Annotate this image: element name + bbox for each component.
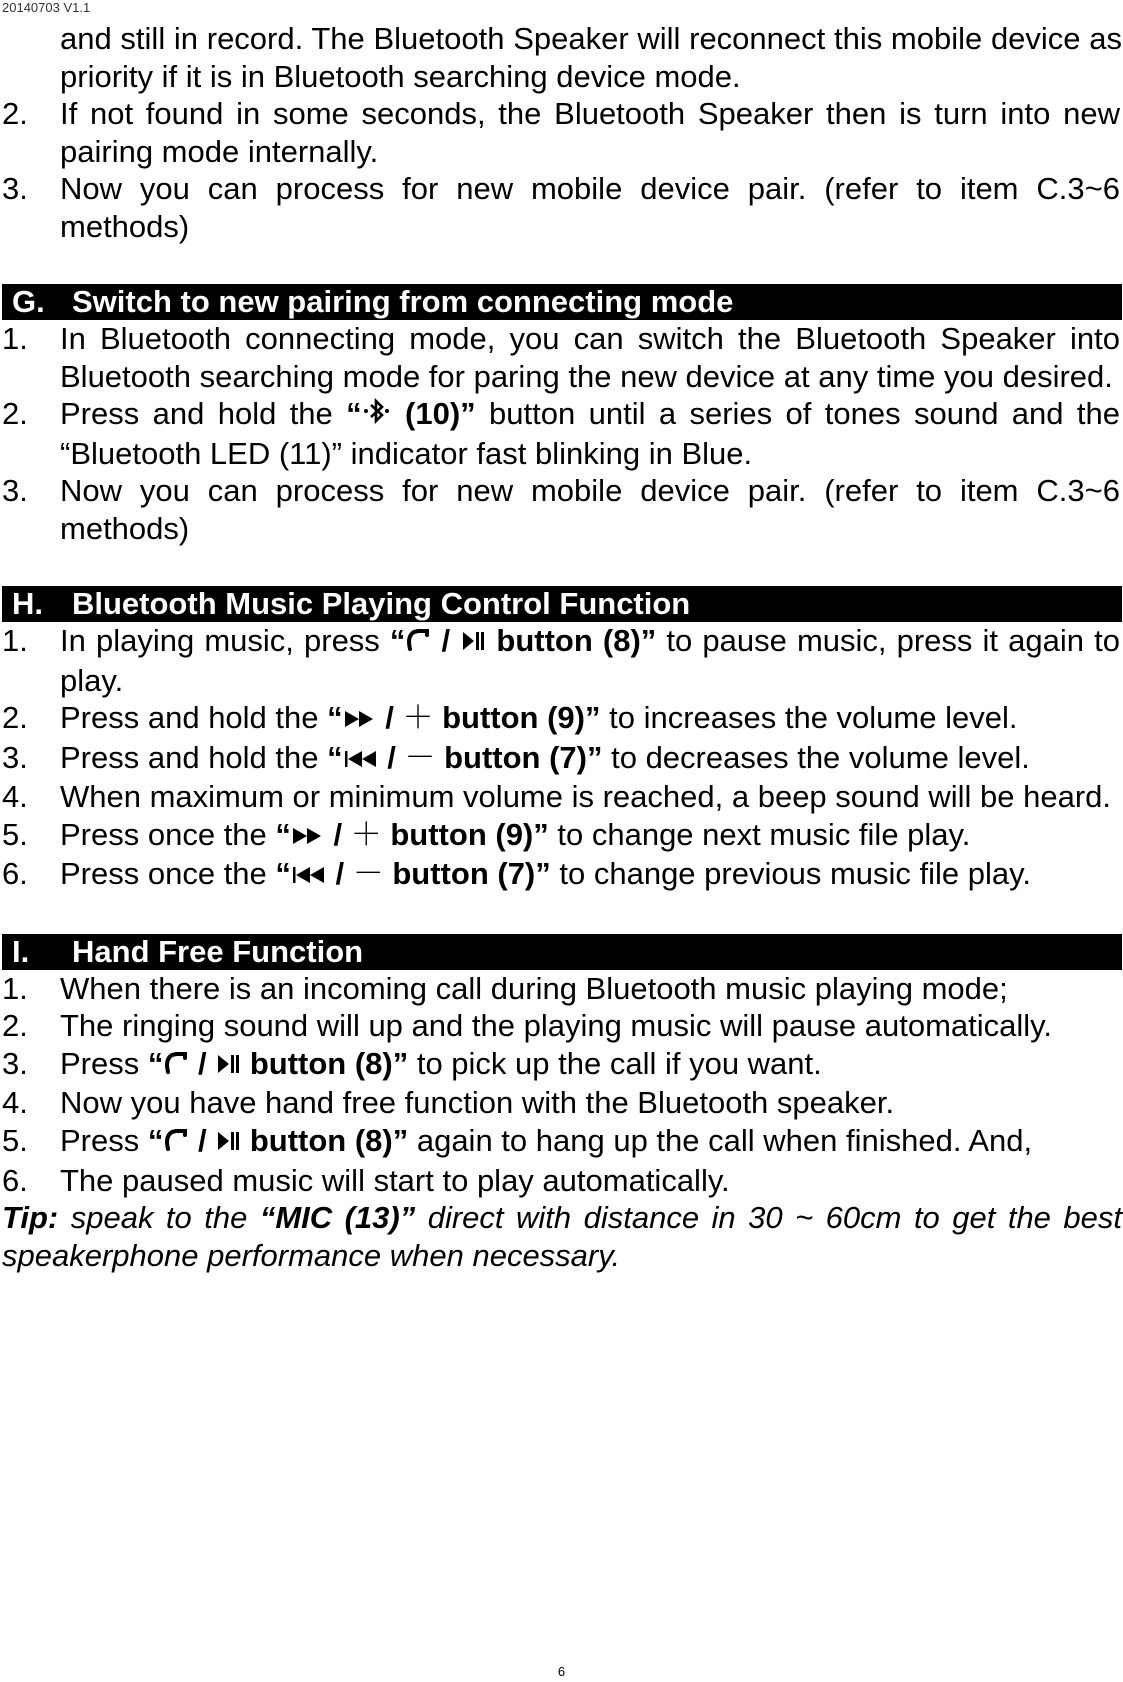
text-post: again to hang up the call when finished. And, [408,1122,1033,1158]
plus-symbol: ＋ [350,816,382,852]
text-post: to change next music file play. [548,816,971,852]
section-letter: H. [12,586,43,622]
button-label: (10)” [391,396,476,431]
item-number: 3. [2,1045,28,1081]
minus-symbol: － [352,856,384,892]
item-text [60,699,1122,739]
slash: / [326,856,353,892]
plus-symbol: ＋ [402,700,434,736]
section-title: Switch to new pairing from connecting mode [72,284,734,319]
text-pre: Press [60,1045,148,1081]
fast-forward-icon [343,701,377,739]
item-text: Now you can process for new mobile device pair. (refer to item C.3~6 methods) [60,171,1120,244]
item-number: 3. [2,739,28,775]
tip-text-pre: speak to the [58,1200,260,1235]
play-pause-icon [215,1047,241,1085]
list-item [2,1045,1122,1085]
list-item [2,320,1122,395]
button-label: button (8)” [241,1122,409,1158]
item-text [60,739,1122,779]
tip-text-post: direct with distance in 30 ~ 60cm to get the best speakerphone performance when necessary. [2,1200,1122,1273]
list-item [2,1122,1122,1162]
text-post: to change previous music file play. [550,856,1031,892]
button-label: button (8)” [486,623,657,659]
skip-back-icon [343,741,379,779]
button-label: button (7)” [435,739,603,775]
section-letter: G. [12,284,45,319]
text-post: to increases the volume level. [600,700,1018,736]
list-item [2,395,1122,472]
item-text [60,855,1122,895]
item-text: When there is an incoming call during Bluetooth music playing mode; [60,970,1008,1006]
quote-open: “ [275,816,291,852]
item-number: 3. [2,473,28,509]
item-number: 2. [2,700,28,736]
version-label: 20140703 V1.1 [2,0,91,15]
item-number: 4. [2,779,28,815]
list-item [2,1162,1122,1200]
slash: / [378,739,405,775]
text-pre: Press and hold the [60,739,328,775]
tip-label: Tip: [2,1200,59,1235]
item-number: 1. [2,623,28,659]
item-number: 5. [2,816,28,852]
slash: / [376,700,403,736]
item-text: Now you can process for new mobile device pair. (refer to item C.3~6 methods) [60,473,1120,546]
item-text: Now you have hand free function with the Bluetooth speaker. [60,1085,895,1121]
tip-mic-label: “MIC (13)” [259,1200,416,1235]
text-pre: Press once the [60,816,276,852]
item-number: 1. [2,321,28,356]
item-number: 6. [2,1162,28,1198]
intro-continuation: and still in record. The Bluetooth Speaker will reconnect this mobile device as priority if it is in Bluetooth searching device mode. [60,21,1122,94]
text-pre: Press and hold the [60,396,347,431]
quote-open: “ [147,1045,164,1081]
phone-handset-icon [163,1124,189,1162]
button-label: button (7)” [383,856,551,892]
quote-open: “ [327,700,343,736]
item-text: In Bluetooth connecting mode, you can switch the Bluetooth Speaker into Bluetooth searching mode for paring the new device at any time you desired. [60,321,1120,394]
tip-paragraph [2,1199,1122,1275]
phone-handset-icon [405,624,431,662]
text-pre: Press once the [60,856,276,892]
item-number: 2. [2,1008,28,1044]
item-number: 3. [2,171,28,206]
phone-handset-icon [163,1047,189,1085]
page-number: 6 [557,1664,566,1679]
item-text [60,622,1122,699]
list-item [2,170,1122,245]
section-title: Hand Free Function [72,933,364,969]
item-number: 2. [2,396,28,431]
text-pre: Press [60,1122,148,1158]
button-label: button (9)” [433,700,601,736]
item-text [60,1122,1122,1162]
bluetooth-pair-icon [362,397,392,435]
minus-symbol: － [404,739,436,775]
list-item [2,622,1122,699]
section-title: Bluetooth Music Playing Control Function [72,586,691,622]
fast-forward-icon [291,818,325,856]
list-item [2,739,1122,779]
quote-open: “ [327,739,343,775]
button-label: button (9)” [381,816,549,852]
item-text [60,395,1122,472]
play-pause-icon [215,1124,241,1162]
item-text: If not found in some seconds, the Bluetooth Speaker then is turn into new pairing mode internally. [60,96,1120,169]
item-text [60,816,1122,856]
text-post: to pick up the call if you want. [408,1045,822,1081]
item-text [60,1045,1122,1085]
text-pre: In playing music, press [60,623,390,659]
list-item [2,855,1122,895]
section-heading-g [2,284,1122,320]
text-post: button until a series of tones sound and the “Bluetooth LED (11)” indicator fast blinking in Blue. [60,396,1121,471]
item-text: The paused music will start to play automatically. [60,1162,730,1198]
list-item [2,970,1122,1008]
item-number: 4. [2,1085,28,1121]
quote-open: “ [389,623,406,659]
list-item [2,472,1122,547]
section-heading-h [2,586,1122,622]
quote-open: “ [275,856,291,892]
item-number: 1. [2,970,28,1006]
skip-back-icon [291,857,327,895]
slash: / [431,623,461,659]
item-number: 2. [2,96,28,131]
slash: / [189,1122,216,1158]
list-item [2,699,1122,739]
slash: / [324,816,351,852]
list-item [2,95,1122,170]
slash: / [189,1045,216,1081]
section-letter: I. [12,933,30,969]
section-heading-i [2,934,1122,970]
text-post: to pause music, press it again to play. [60,623,1120,698]
list-item [2,816,1122,856]
quote-open: “ [147,1122,164,1158]
item-number: 6. [2,856,28,892]
list-item [2,1084,1122,1122]
list-item [2,1007,1122,1045]
manual-page [2,20,1122,1275]
list-item [2,778,1122,816]
button-label: button (8)” [241,1045,409,1081]
play-pause-icon [460,624,486,662]
text-post: to decreases the volume level. [602,739,1030,775]
item-text: The ringing sound will up and the playing music will pause automatically. [60,1008,1052,1044]
item-text: When maximum or minimum volume is reached, a beep sound will be heard. [60,779,1112,815]
quote-open: “ [346,396,362,431]
text-pre: Press and hold the [60,700,328,736]
item-number: 5. [2,1122,28,1158]
